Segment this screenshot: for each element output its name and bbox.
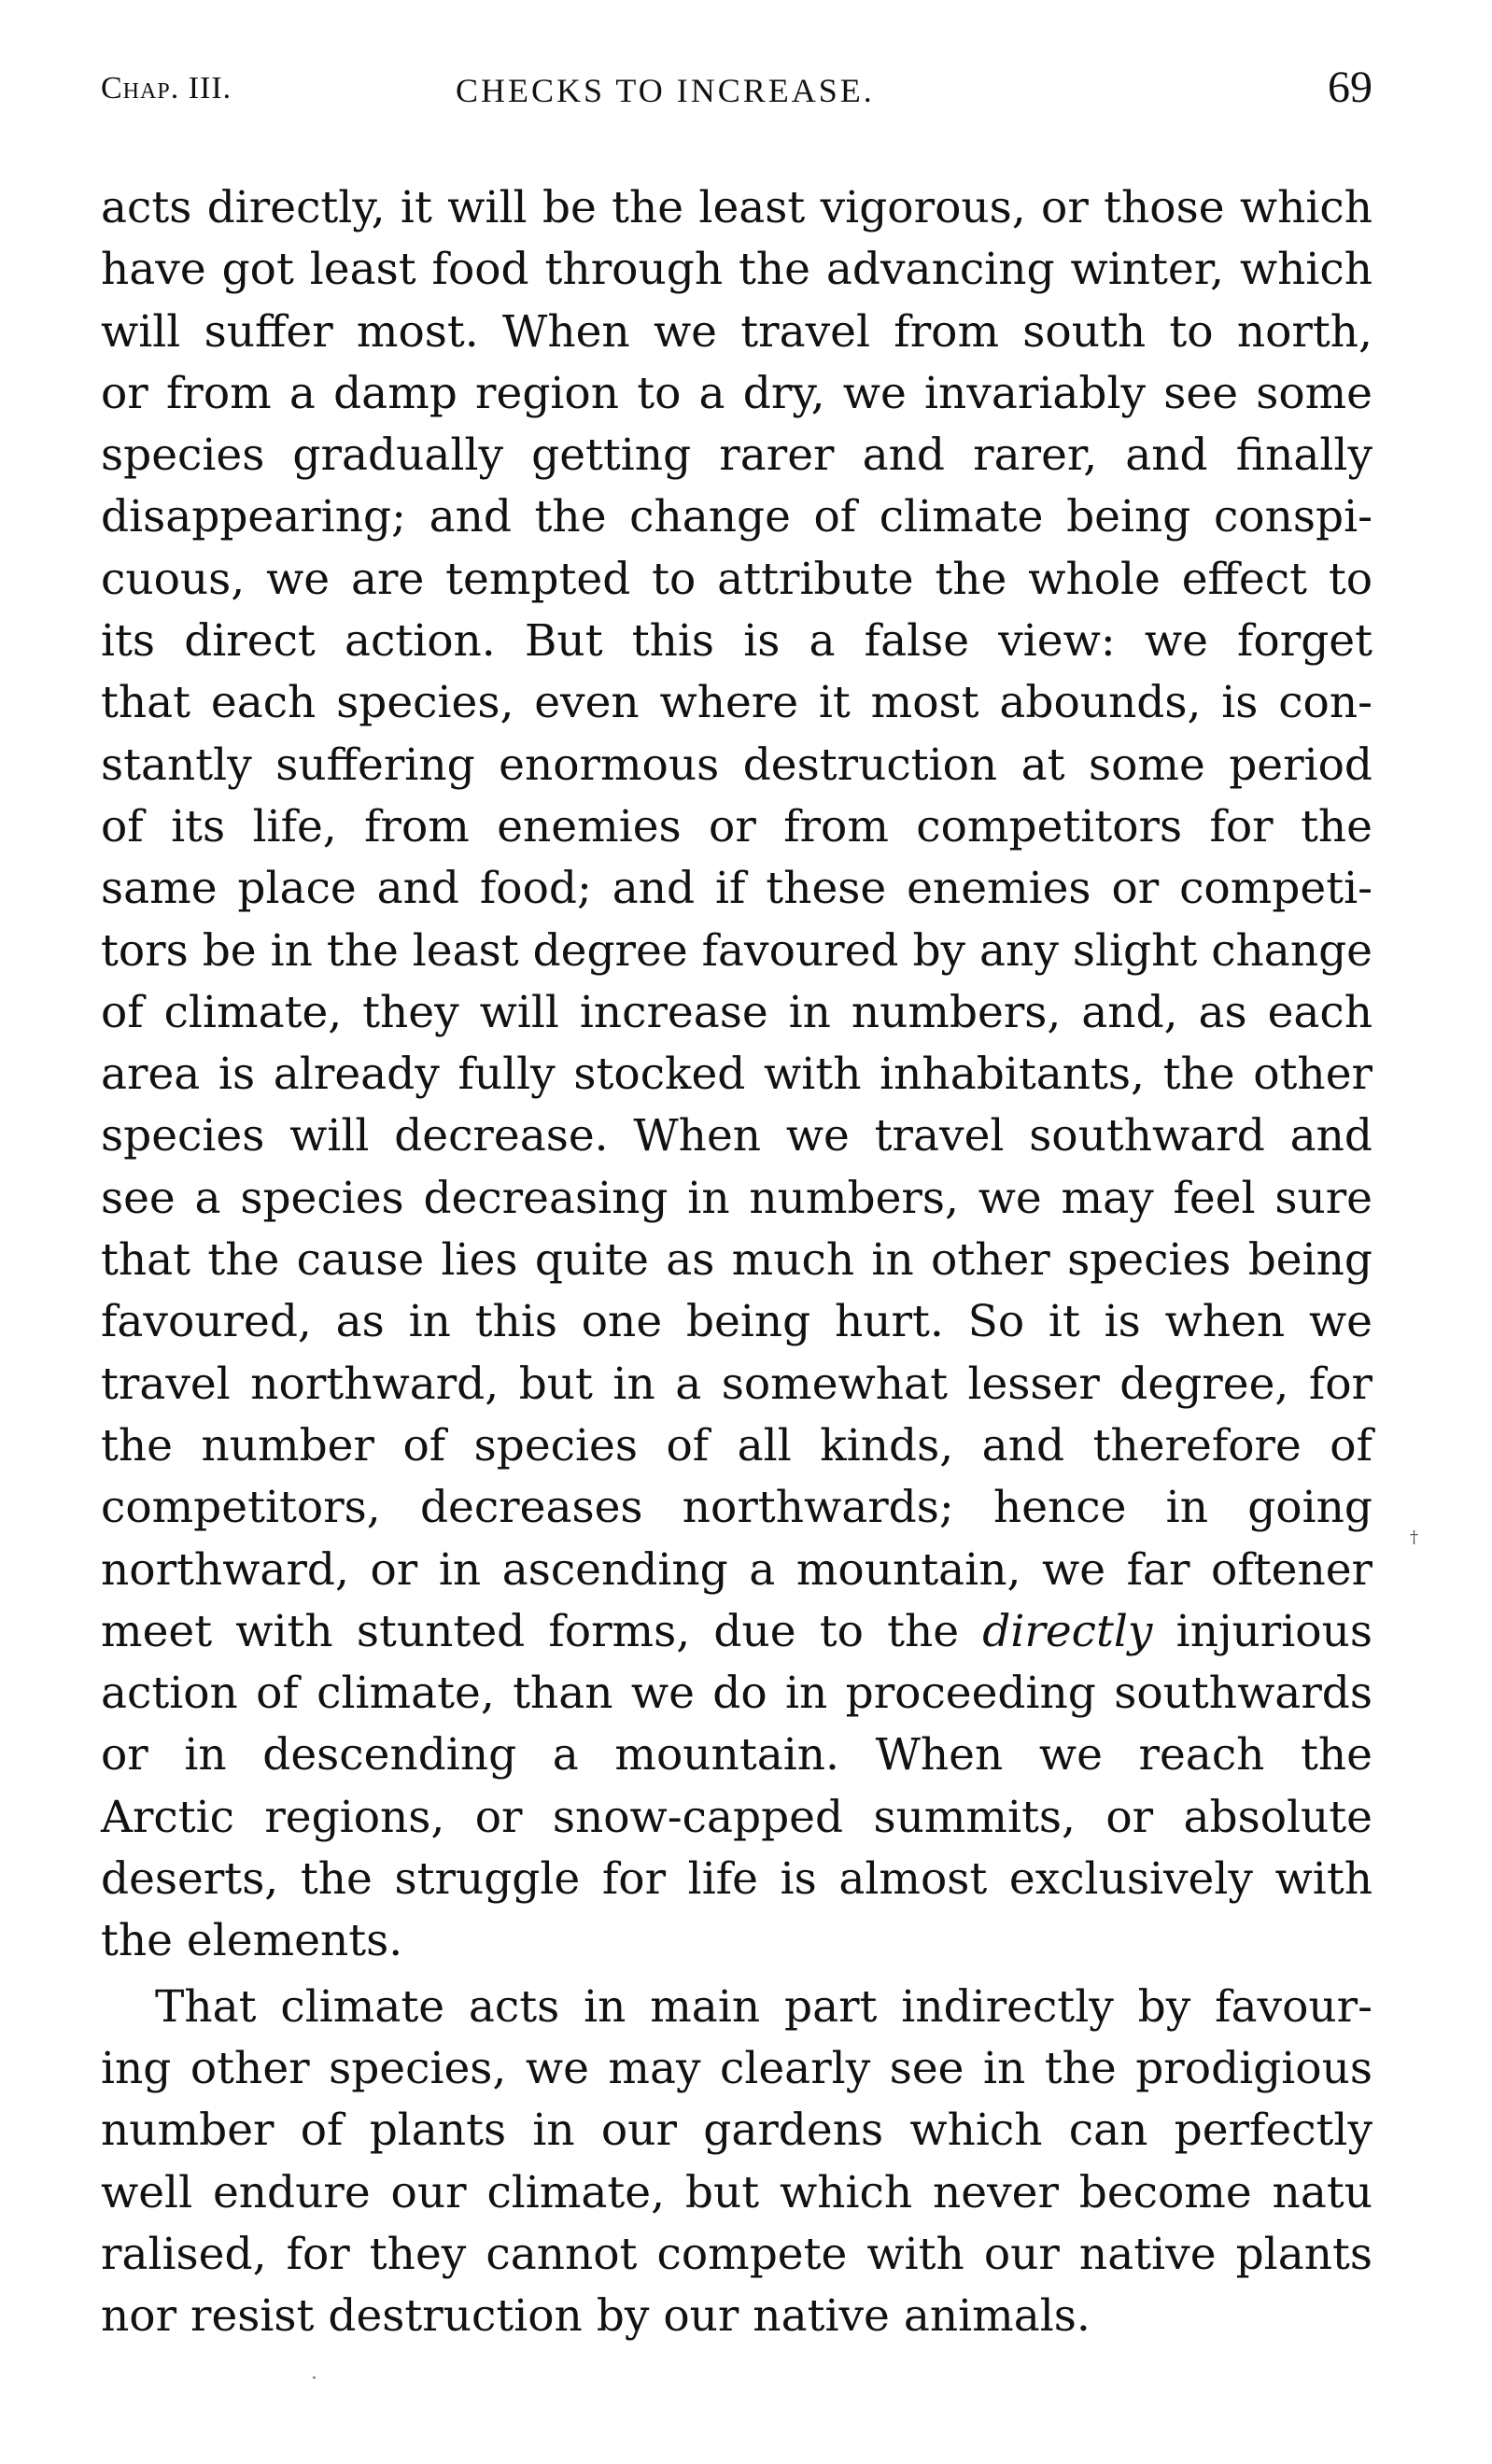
text-run: injurious [1152,1605,1372,1657]
text-line: the elements. [101,1915,403,1967]
text-line: northward, or in ascending a mountain, we far oftener [101,1543,1372,1596]
text-line: stantly suffering enormous destruction at some period [101,739,1372,791]
text-line: favoured, as in this one being hurt. So it is when we [101,1296,1372,1348]
italic-word: directly [982,1605,1153,1657]
text-line: number of plants in our gardens which can perfectly [101,2105,1372,2157]
text-line: tors be in the least degree favoured by any slight change [101,924,1372,977]
text-line: deserts, the struggle for life is almost exclusively with [101,1853,1372,1906]
text-line: see a species decreasing in numbers, we may feel sure [101,1172,1372,1224]
margin-mark: † [1410,1528,1418,1547]
text-line: species gradually getting rarer and rarer, and finally [101,429,1372,482]
paragraph-2 [101,1977,1372,2348]
text-line: ralised, for they cannot compete with our native plants [101,2228,1372,2280]
text-line: same place and food; and if these enemies or competi- [101,863,1372,915]
text-line: competitors, decreases northwards; hence in going [101,1482,1372,1534]
text-line: nor resist destruction by our native animals. [101,2290,1091,2343]
text-line: or in descending a mountain. When we reach the [101,1729,1372,1781]
paragraph-1 [101,177,1372,1973]
text-line: will suffer most. When we travel from south to north, [101,305,1372,358]
text-line: cuous, we are tempted to attribute the whole effect to [101,553,1372,605]
text-line: of its life, from enemies or from competitors for the [101,800,1372,852]
text-line: that the cause lies quite as much in other species being [101,1234,1372,1287]
ink-speck [313,2376,316,2379]
text-line: or from a damp region to a dry, we invariably see some [101,367,1372,419]
text-line: its direct action. But this is a false view: we forget [101,615,1372,668]
page-number: 69 [1328,63,1372,112]
text-line: action of climate, than we do in proceeding southwards [101,1668,1372,1720]
running-head [101,58,1372,133]
body-text [101,177,1372,2347]
text-line: have got least food through the advancing winter, which [101,244,1372,296]
text-line: species will decrease. When we travel southward and [101,1110,1372,1162]
chapter-label: Chap. III. [101,71,232,106]
text-line: that each species, even where it most abounds, is con- [101,677,1372,729]
text-line: the number of species of all kinds, and therefore of [101,1419,1372,1471]
text-line: That climate acts in main part indirectly by favour- [155,1980,1372,2033]
text-line: area is already fully stocked with inhabitants, the other [101,1049,1372,1101]
text-line: disappearing; and the change of climate being conspi- [101,491,1372,543]
text-line: well endure our climate, but which never become natu [101,2166,1372,2218]
text-line: travel northward, but in a somewhat lesser degree, for [101,1358,1372,1410]
text-run: meet with stunted forms, due to the [101,1605,983,1657]
text-line-with-italic [101,1601,1372,1663]
text-line: of climate, they will increase in numbers, and, as each [101,986,1372,1038]
chapter-title: CHECKS TO INCREASE. [456,72,875,109]
text-line: Arctic regions, or snow-capped summits, or absolute [101,1791,1372,1843]
text-line: acts directly, it will be the least vigorous, or those which [101,182,1372,233]
text-line: ing other species, we may clearly see in the prodigious [101,2042,1372,2094]
